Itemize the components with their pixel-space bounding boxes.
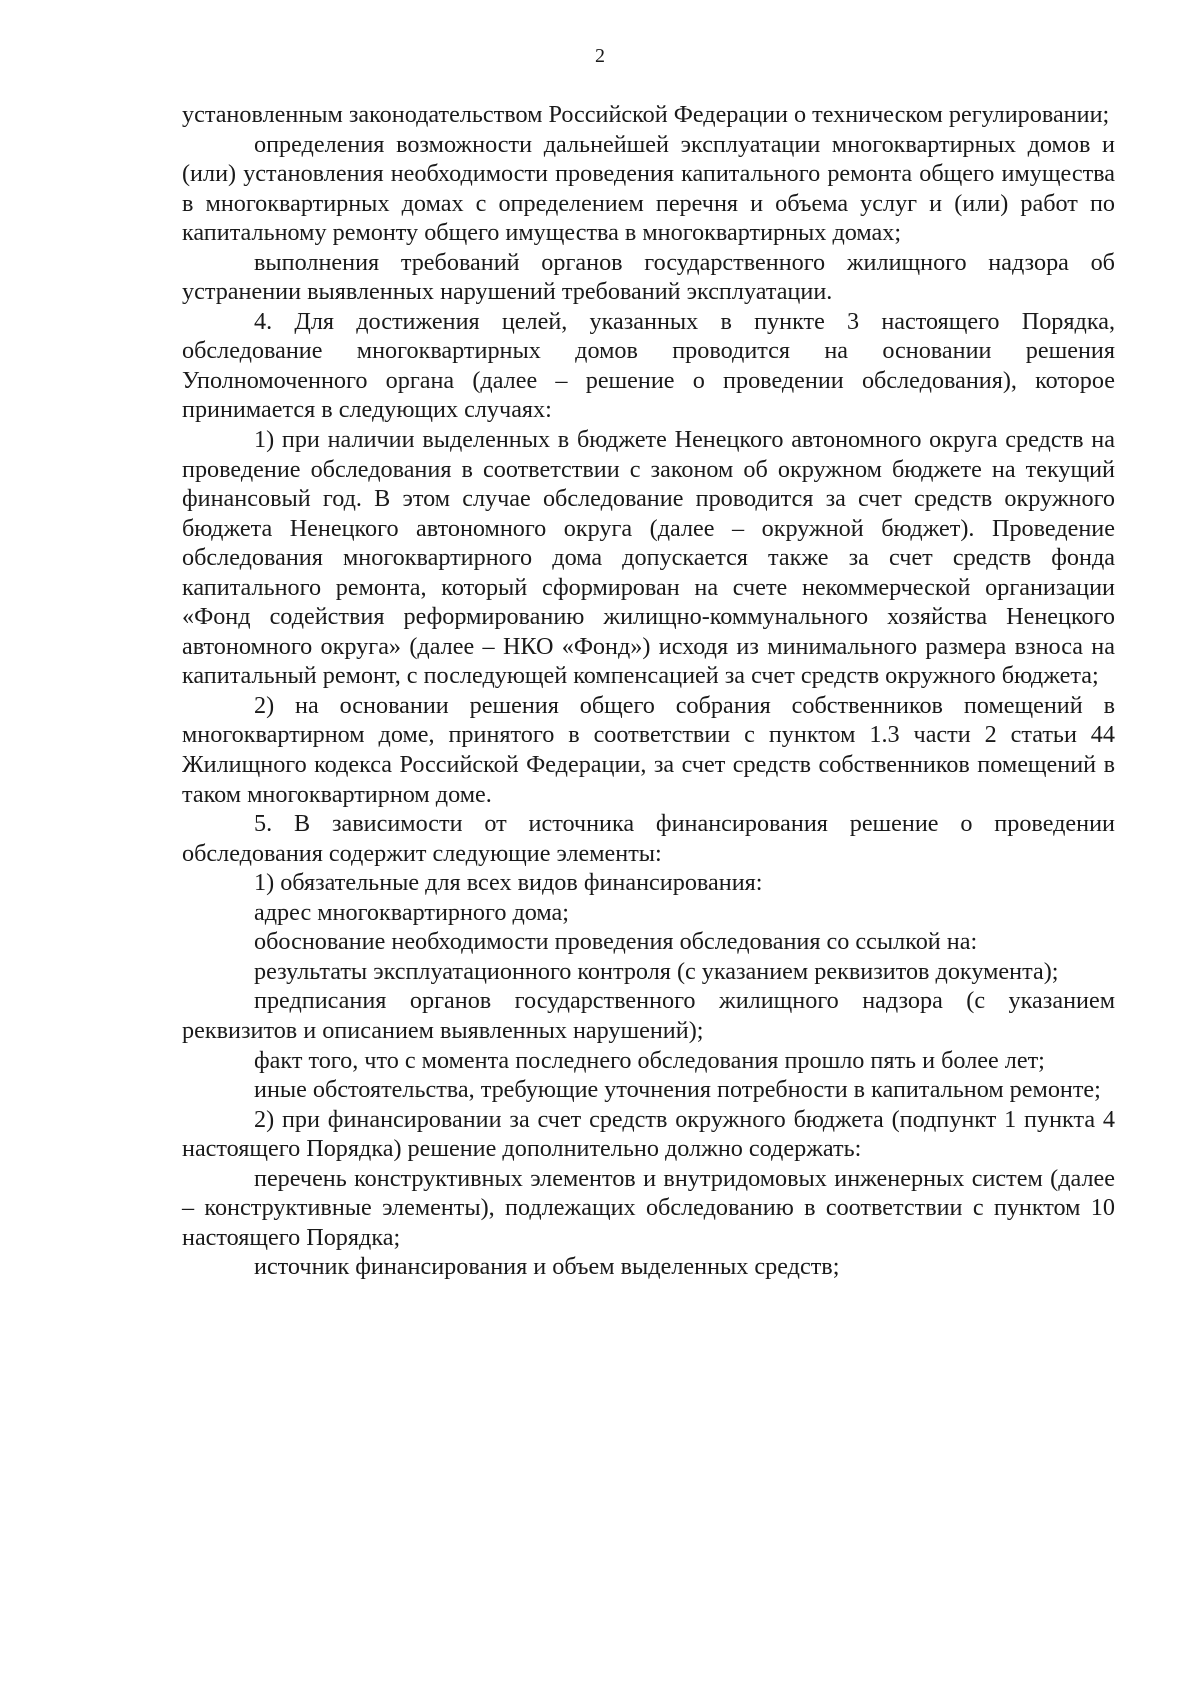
paragraph: предписания органов государственного жилищного надзора (с указанием реквизитов и описанием выявленных нарушений); — [182, 987, 1115, 1044]
paragraph: адрес многоквартирного дома; — [254, 898, 570, 926]
paragraph: 2) при финансировании за счет средств окружного бюджета (подпункт 1 пункта 4 настоящего Порядка) решение дополнительно должно содержать: — [182, 1105, 1115, 1163]
paragraph: результаты эксплуатационного контроля (с указанием реквизитов документа); — [254, 957, 1059, 985]
paragraph: источник финансирования и объем выделенных средств; — [254, 1253, 840, 1281]
paragraph: 2) на основании решения общего собрания собственников помещений в многоквартирном доме, принятого в соответствии с пунктом 1.3 части 2 статьи 44 Жилищного кодекса Российской Федерации, за счет средств собственников помещений в таком многоквартирном доме. — [182, 691, 1115, 808]
paragraph: факт того, что с момента последнего обследования прошло пять и более лет; — [254, 1046, 1045, 1074]
paragraph: установленным законодательством Российской Федерации о техническом регулировании; — [182, 101, 1110, 128]
paragraph: иные обстоятельства, требующие уточнения потребности в капитальном ремонте; — [254, 1076, 1101, 1104]
page-number: 2 — [595, 45, 605, 67]
paragraph: выполнения требований органов государственного жилищного надзора об устранении выявленных нарушений требований эксплуатации. — [182, 248, 1115, 306]
paragraph: перечень конструктивных элементов и внутридомовых инженерных систем (далее – конструктивные элементы), подлежащих обследованию в соответствии с пунктом 10 настоящего Порядка; — [182, 1164, 1115, 1251]
paragraph: 4. Для достижения целей, указанных в пункте 3 настоящего Порядка, обследование многоквартирных домов проводится на основании решения Уполномоченного органа (далее – решение о проведении обследования), которое принимается в следующих случаях: — [182, 307, 1115, 424]
paragraph: определения возможности дальнейшей эксплуатации многоквартирных домов и (или) установления необходимости проведения капитального ремонта общего имущества в многоквартирных домах с определением перечня и объема услуг и (или) работ по капитальному ремонту общего имущества в многоквартирных домах; — [182, 130, 1115, 247]
paragraph: 1) при наличии выделенных в бюджете Ненецкого автономного округа средств на проведение обследования в соответствии с законом об окружном бюджете на текущий финансовый год. В этом случае обследование проводится за счет средств окружного бюджета Ненецкого автономного округа (далее – окружной бюджет). Проведение обследования многоквартирного дома допускается также за счет средств фонда капитального ремонта, который сформирован на счете некоммерческой организации «Фонд содействия реформированию жилищно-коммунального хозяйства Ненецкого автономного округа» (далее – НКО «Фонд») исходя из минимального размера взноса на капитальный ремонт, с последующей компенсацией за счет средств окружного бюджета; — [182, 426, 1115, 690]
paragraph: 1) обязательные для всех видов финансирования: — [254, 869, 763, 897]
paragraph: обоснование необходимости проведения обследования со ссылкой на: — [254, 928, 978, 956]
document-body — [182, 100, 1115, 1282]
paragraph: 5. В зависимости от источника финансирования решение о проведении обследования содержит следующие элементы: — [182, 810, 1115, 867]
